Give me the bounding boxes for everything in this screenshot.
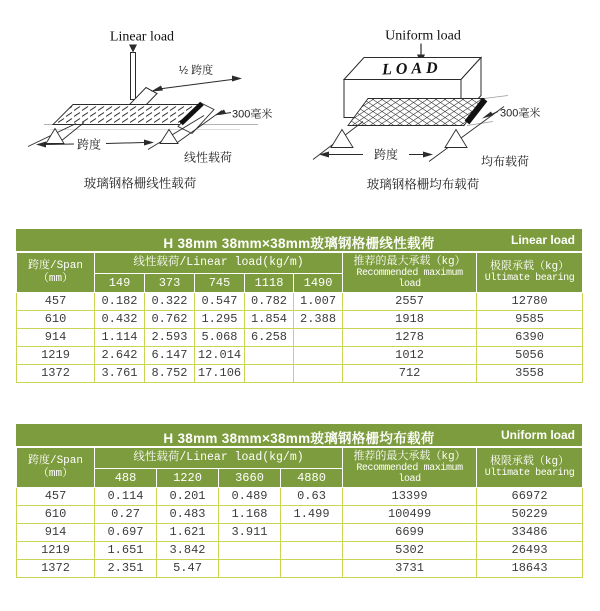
- span-label: 跨度: [373, 147, 399, 162]
- ultimate-cell: 6390: [477, 329, 583, 347]
- depth-dimension: [215, 107, 272, 121]
- load-cell: [281, 524, 343, 542]
- depth-label: 300毫米: [232, 108, 273, 121]
- table-row: [17, 506, 583, 524]
- ultimate-cell: 18643: [477, 560, 583, 578]
- recommended-cell: 2557: [343, 293, 477, 311]
- table-title-bar: [16, 424, 582, 446]
- load-cell: 3.761: [95, 365, 145, 383]
- span-cell: 914: [17, 524, 95, 542]
- load-cell: 0.697: [95, 524, 157, 542]
- load-cell: 0.547: [195, 293, 245, 311]
- load-cell: 1.621: [157, 524, 219, 542]
- span-cell: 457: [17, 293, 95, 311]
- recommended-cell: 1012: [343, 347, 477, 365]
- load-cell: 0.432: [95, 311, 145, 329]
- table-row: [17, 488, 583, 506]
- recommended-cell: 712: [343, 365, 477, 383]
- table-row: [17, 365, 583, 383]
- load-cell: 1.854: [245, 311, 294, 329]
- recommended-en-text: Recommended maximum load: [356, 462, 463, 485]
- recommended-cell: 3731: [343, 560, 477, 578]
- linear-load-table: [16, 229, 582, 383]
- load-cell: 0.322: [145, 293, 195, 311]
- load-cell: 8.752: [145, 365, 195, 383]
- col-header-recommended: [343, 253, 477, 293]
- span-header-text: 跨度/Span: [27, 454, 83, 467]
- col-header-span: [17, 253, 95, 293]
- load-col-header: 4880: [281, 469, 343, 488]
- uniform-diagram-caption: 玻璃钢格栅均布载荷: [366, 177, 480, 192]
- load-cell: 17.106: [195, 365, 245, 383]
- span-cell: 914: [17, 329, 95, 347]
- col-header-load: 线性载荷/Linear load(kg/m): [95, 253, 343, 274]
- load-cell: [281, 542, 343, 560]
- table-row: [17, 542, 583, 560]
- depth-label: 300毫米: [500, 107, 541, 120]
- down-arrow-icon: [129, 45, 137, 53]
- uniform-load-cn-label: 均布载荷: [480, 154, 530, 169]
- recommended-cell: 13399: [343, 488, 477, 506]
- col-header-span: [17, 448, 95, 488]
- recommended-cell: 6699: [343, 524, 477, 542]
- load-cell: 0.782: [245, 293, 294, 311]
- load-cell: 2.642: [95, 347, 145, 365]
- linear-load-title: Linear load: [109, 29, 175, 45]
- load-cell: 5.47: [157, 560, 219, 578]
- load-col-header: 373: [145, 274, 195, 293]
- ultimate-cell: 66972: [477, 488, 583, 506]
- load-cell: [294, 329, 343, 347]
- ultimate-cell: 9585: [477, 311, 583, 329]
- load-cell: 0.483: [157, 506, 219, 524]
- load-cell: 1.168: [219, 506, 281, 524]
- table-row: [17, 311, 583, 329]
- half-span-label: ½ 跨度: [178, 64, 214, 77]
- span-label: 跨度: [76, 137, 102, 152]
- load-col-header: 1490: [294, 274, 343, 293]
- load-cell: 0.201: [157, 488, 219, 506]
- linear-load-grid: [16, 252, 583, 383]
- load-box-label: LOAD: [381, 59, 442, 79]
- load-cell: 3.911: [219, 524, 281, 542]
- span-unit-text: （mm）: [37, 467, 74, 480]
- span-cell: 1219: [17, 347, 95, 365]
- uniform-load-grid: [16, 447, 583, 578]
- load-cell: [294, 365, 343, 383]
- load-cell: 3.842: [157, 542, 219, 560]
- load-cell: 6.147: [145, 347, 195, 365]
- ultimate-cell: 26493: [477, 542, 583, 560]
- span-cell: 610: [17, 506, 95, 524]
- load-cell: [245, 365, 294, 383]
- table-corner-label: Linear load: [510, 233, 575, 247]
- load-cell: [281, 560, 343, 578]
- load-cell: 12.014: [195, 347, 245, 365]
- load-cell: 5.068: [195, 329, 245, 347]
- load-cell: [245, 347, 294, 365]
- load-cell: 0.63: [281, 488, 343, 506]
- table-row: [17, 329, 583, 347]
- ultimate-cn-text: 极限承载（kg）: [489, 456, 570, 468]
- ultimate-cell: 5056: [477, 347, 583, 365]
- load-cell: 2.388: [294, 311, 343, 329]
- ultimate-cell: 12780: [477, 293, 583, 311]
- load-cell: 0.114: [95, 488, 157, 506]
- table-row: [17, 524, 583, 542]
- load-cell: [294, 347, 343, 365]
- load-col-header: 3660: [219, 469, 281, 488]
- col-header-load: 线性载荷/Linear load(kg/m): [95, 448, 343, 469]
- load-cell: 1.499: [281, 506, 343, 524]
- load-cell: 1.651: [95, 542, 157, 560]
- span-cell: 610: [17, 311, 95, 329]
- load-cell: [219, 542, 281, 560]
- span-dimension: [319, 147, 433, 162]
- recommended-cn-text: 推荐的最大承载（kg）: [353, 450, 466, 463]
- load-cell: 2.351: [95, 560, 157, 578]
- load-cell: 6.258: [245, 329, 294, 347]
- span-cell: 457: [17, 488, 95, 506]
- depth-dimension: [482, 106, 540, 120]
- table-row: [17, 560, 583, 578]
- recommended-cell: 1918: [343, 311, 477, 329]
- recommended-cn-text: 推荐的最大承载（kg）: [353, 255, 466, 268]
- load-cell: 1.007: [294, 293, 343, 311]
- load-cell: 2.593: [145, 329, 195, 347]
- recommended-en-text: Recommended maximum load: [356, 267, 463, 290]
- uniform-load-table: [16, 424, 582, 578]
- load-cell: 0.762: [145, 311, 195, 329]
- table-title-bar: [16, 229, 582, 251]
- span-cell: 1372: [17, 365, 95, 383]
- diagrams-row: [18, 6, 584, 218]
- half-span-dimension: [151, 63, 242, 92]
- load-col-header: 1118: [245, 274, 294, 293]
- ultimate-cell: 33486: [477, 524, 583, 542]
- load-col-header: 488: [95, 469, 157, 488]
- span-header-text: 跨度/Span: [27, 259, 83, 272]
- recommended-cell: 100499: [343, 506, 477, 524]
- col-header-ultimate: [477, 448, 583, 488]
- uniform-load-diagram: [301, 6, 584, 218]
- ultimate-cell: 3558: [477, 365, 583, 383]
- ultimate-en-text: Ultimate bearing: [484, 273, 575, 284]
- load-cell: 0.489: [219, 488, 281, 506]
- load-cell: [219, 560, 281, 578]
- load-cell: 0.182: [95, 293, 145, 311]
- load-col-header: 1220: [157, 469, 219, 488]
- linear-load-diagram: [18, 6, 301, 218]
- load-cell: 1.114: [95, 329, 145, 347]
- span-cell: 1219: [17, 542, 95, 560]
- load-col-header: 149: [95, 274, 145, 293]
- ultimate-cell: 50229: [477, 506, 583, 524]
- table-row: [17, 347, 583, 365]
- load-cell: 1.295: [195, 311, 245, 329]
- table-title: H 38mm 38mm×38mm玻璃钢格栅线性载荷: [163, 236, 435, 251]
- table-title: H 38mm 38mm×38mm玻璃钢格栅均布载荷: [163, 431, 435, 446]
- span-unit-text: （mm）: [37, 272, 74, 285]
- table-row: [17, 293, 583, 311]
- col-header-recommended: [343, 448, 477, 488]
- linear-load-cn-label: 线性载荷: [183, 150, 233, 165]
- span-cell: 1372: [17, 560, 95, 578]
- recommended-cell: 1278: [343, 329, 477, 347]
- load-col-header: 745: [195, 274, 245, 293]
- recommended-cell: 5302: [343, 542, 477, 560]
- ultimate-cn-text: 极限承载（kg）: [489, 261, 570, 273]
- uniform-load-title: Uniform load: [385, 28, 461, 44]
- linear-diagram-caption: 玻璃钢格栅线性载荷: [83, 176, 197, 191]
- table-corner-label: Uniform load: [501, 428, 575, 442]
- col-header-ultimate: [477, 253, 583, 293]
- ultimate-en-text: Ultimate bearing: [484, 468, 575, 479]
- load-cell: 0.27: [95, 506, 157, 524]
